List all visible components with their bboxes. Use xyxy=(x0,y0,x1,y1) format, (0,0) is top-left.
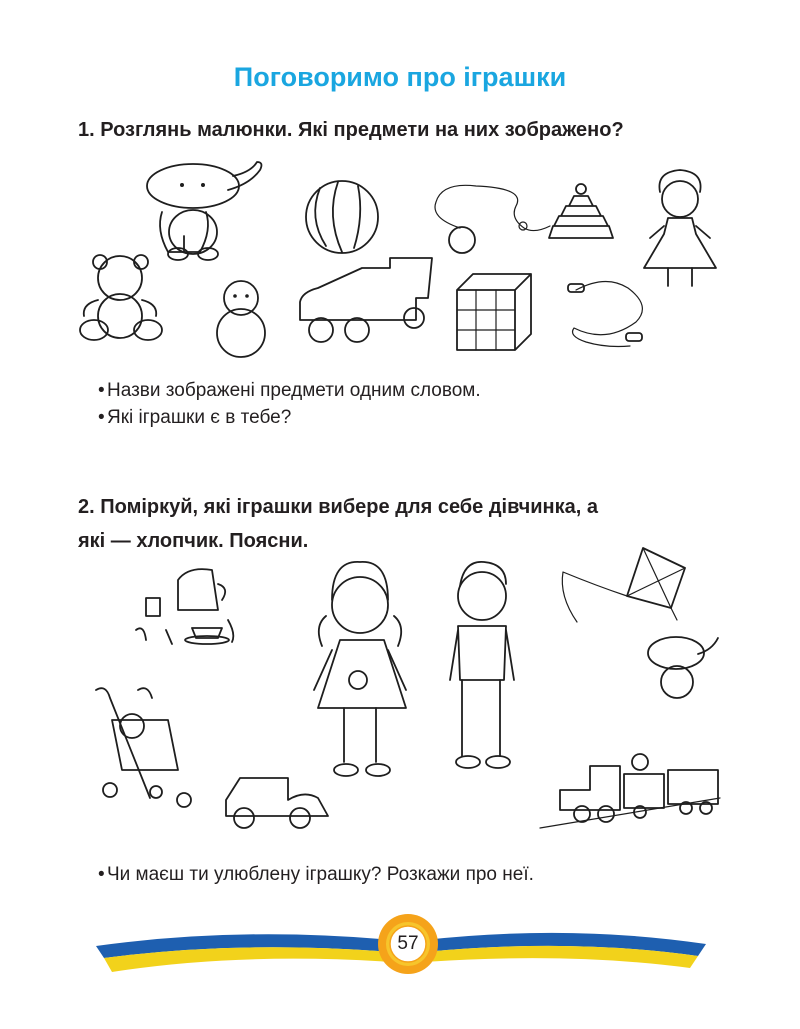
page-title: Поговоримо про іграшки xyxy=(233,62,567,92)
task-1-bullet: • Назви зображені предмети одним словом. xyxy=(98,380,481,401)
page-number: 57 xyxy=(397,933,419,954)
task-2-heading-line-1: 2. Поміркуй, які іграшки вибере для себе дівчинка, а xyxy=(78,496,598,518)
task-1-heading: 1. Розглянь малюнки. Які предмети на них зображено? xyxy=(78,119,624,141)
task-2-bullet: • Чи маєш ти улюблену іграшку? Розкажи про неї. xyxy=(98,864,534,885)
task-2-heading-line-2: які — хлопчик. Поясни. xyxy=(78,530,309,552)
task-1-bullet: • Які іграшки є в тебе? xyxy=(98,407,292,428)
